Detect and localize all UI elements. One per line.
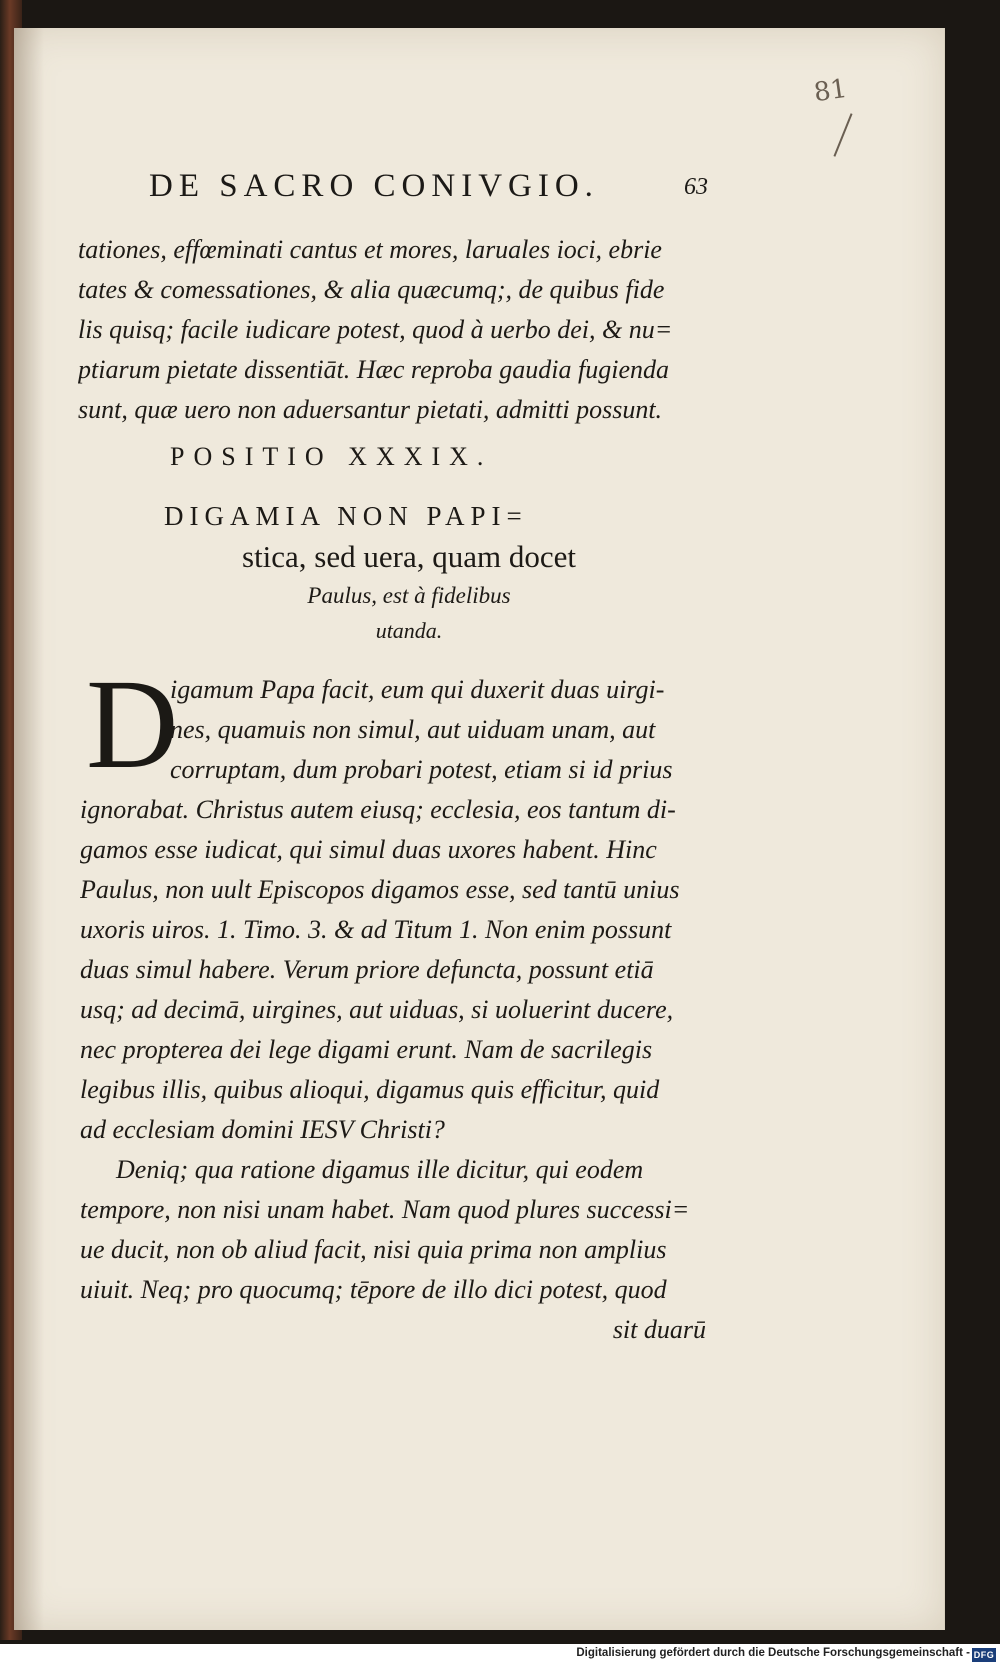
text-line: igamum Papa facit, eum qui duxerit duas uirgi- [170,675,665,704]
dfg-logo: DFG [973,1650,995,1660]
drop-cap-initial: D [86,653,179,795]
footer-bar [0,1644,1000,1667]
text-line: duas simul habere. Verum priore defuncta, possunt etiā [80,955,654,984]
text-line: legibus illis, quibus alioqui, digamus quis efficitur, quid [80,1075,660,1104]
text-line: ue ducit, non ob aliud facit, nisi quia prima non amplius [80,1235,667,1264]
running-head: DE SACRO CONIVGIO. [149,168,599,204]
text-line: Deniq; qua ratione digamus ille dicitur, qui eodem [116,1155,644,1184]
main-text [80,653,726,1350]
book-page [14,28,945,1630]
page-number: 63 [684,174,708,200]
positio-heading: POSITIO XXXIX. [170,442,493,471]
text-line: gamos esse iudicat, qui simul duas uxores habent. Hinc [80,835,657,864]
funding-credit: Digitalisierung gefördert durch die Deutsche Forschungsgemeinschaft - [576,1647,970,1659]
text-line: corruptam, dum probari potest, etiam si id prius [170,755,673,784]
title-line: stica, sed uera, quam docet [242,539,576,574]
continuation-paragraph [78,230,726,430]
text-line: nes, quamuis non simul, aut uiduam unam, aut [170,715,656,744]
text-line: tationes, effœminati cantus et mores, laruales ioci, ebrie [78,235,662,264]
text-line: uxoris uiros. 1. Timo. 3. & ad Titum 1. Non enim possunt [80,915,672,944]
text-line: ignorabat. Christus autem eiusq; ecclesia, eos tantum di- [80,795,676,824]
title-line: DIGAMIA NON PAPI= [164,501,528,531]
text-line: sunt, quæ uero non aduersantur pietati, admitti possunt. [78,395,663,424]
text-line: usq; ad decimā, uirgines, aut uiduas, si uoluerint ducere, [80,995,674,1024]
text-line: lis quisq; facile iudicare potest, quod à uerbo dei, & nu= [78,315,673,344]
text-line: ad ecclesiam domini IESV Christi? [80,1115,445,1144]
handwritten-slash [833,113,852,156]
section-title [164,496,634,648]
text-line: uiuit. Neq; pro quocumq; tēpore de illo dici potest, quod [80,1275,667,1304]
text-line: nec propterea dei lege digami erunt. Nam de sacrilegis [80,1035,653,1064]
text-line: tates & comessationes, & alia quæcumq;, de quibus fide [78,275,665,304]
handwritten-folio-mark: 81 [812,73,850,109]
text-line: Paulus, non uult Episcopos digamos esse, sed tantū unius [80,875,680,904]
catchword: sit duarū [612,1315,706,1344]
title-line: Paulus, est à fidelibus [307,583,511,608]
text-line: tempore, non nisi unam habet. Nam quod plures successi= [80,1195,690,1224]
text-line: ptiarum pietate dissentiāt. Hæc reproba gaudia fugienda [78,355,669,384]
title-line: utanda. [375,618,443,643]
